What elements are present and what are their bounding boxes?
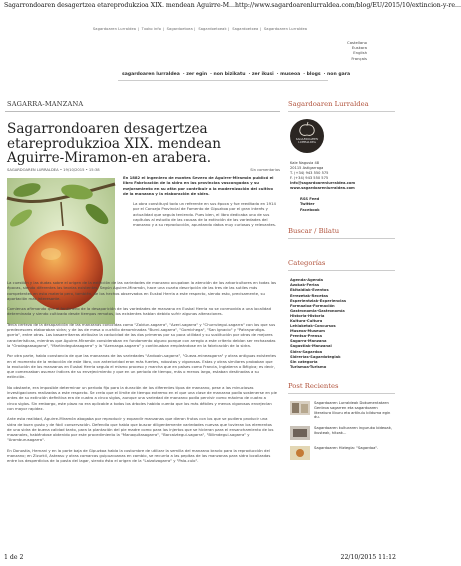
twitter-link[interactable]: Twitter [300, 202, 315, 207]
language-switcher [347, 40, 367, 61]
category-list [290, 278, 395, 370]
category-link[interactable]: Azokak-Ferias [290, 283, 320, 288]
category-link[interactable]: Agenda-Agenda [290, 278, 324, 283]
category-link[interactable]: Turismoa-Turismo [290, 364, 327, 369]
recent-posts-title: Post Recientes [288, 382, 395, 394]
topnav-link[interactable]: Sagardoaren Lurraldea [92, 27, 137, 31]
section-tag[interactable]: SAGARRA-MANZANA [5, 100, 280, 112]
nav-sagardoaren-lurraldea[interactable]: sagardoaren lurraldea [122, 72, 180, 77]
category-link[interactable]: Sagastiak-Manzanal [290, 344, 332, 349]
recent-post-title[interactable]: Sagardoaren Hiztegia: "Sagardoa". [314, 446, 379, 451]
recent-post[interactable] [290, 401, 395, 420]
post-paragraph: Ante esta realidad, Aguirre-Miramón abogaba por reproducir y expandir manzanas que dieran frutos con los que se pudiera producir una sidra de buen gusto y de fácil conservación. Defendía que había que buscar diligentemente variedades nuevas que tuvieran los elementos de una sidra de buena calidad tanto, para la plantación del pie madre como para los injertos que se hicieran para el ensanchamiento de los mazanales, habiéndose obtenido por este procedimiento la "Manaquitasagarra", "Barcaiztegui-sagarra", "Bilimdegui-sagarra" y "Aramburusagarra". [7, 416, 274, 443]
category-link[interactable]: Museoa-Museum [290, 329, 326, 334]
nav-museoa[interactable]: museoa [280, 72, 301, 77]
category-link[interactable]: Esperientziak-Experiencias [290, 298, 347, 303]
category-link[interactable]: Prentsa-Prensa [290, 334, 322, 339]
facebook-link[interactable]: Facebook [300, 207, 320, 212]
category-link[interactable]: Ekitaldiak-Eventos [290, 288, 329, 293]
address-line: Kale Nagusia 48 [290, 161, 320, 165]
post-paragraph: No obstante, era imposible determinar un período fijo para la duración de los diferentes tipos de manzano, pese a las minuciosas investigaciones realizadas a este respecto. Se creía que el límite de tiempo extremo en el que una clase de manzana podía sostenerse en pie antes de su extinción definitiva era de cuatro a cinco siglos, aunque una variedad de manzano podía pervivir como máximo de cuatro a cinco siglos. Sin embargo, este plazo no era aplicable a todos los árboles habida cuenta que los más débiles y menos vigorosos envejecían con mayor rapidez. [7, 384, 277, 411]
search-title: Buscar / Bilatu [288, 227, 395, 239]
sidebar-title: Sagardoaren Lurraldea [288, 100, 395, 112]
categories-title: Categorías [288, 259, 395, 271]
print-header [4, 2, 461, 12]
post-lead: En 1882 el ingeniero de montes Severo de Aguirre-Miramón publicó el libro Fabricación de la sidra en las provincias vascongadas y su mejoramiento en su afán por contribuir a la modernización del cultivo de la manzana y la elaboración de sidra. [123, 175, 274, 196]
post-paragraph: Por otra parte, había constancia de que las manzanas de las variedades "Andoain-sagarra", "Gueza-mineasgarra" y otras antiguas existentes en el momento de la redacción de este libro, con anterioridad eran más fuertes, robustas y vigorosas. Estas y otras similares probaban que la evolución de los manzanos en Euskal Herria seguía el mismo proceso y marcha que en países como Francia, Inglaterra o Bélgica; es decir, que comenzaban asumar índices de su envejecimiento y que en un periodo de tiempo, más o menos largo, estaban destinadas a su extinción. [7, 353, 277, 380]
email-link[interactable]: info@sagardoarenlurraldea.com [290, 181, 356, 185]
address-line: 20115 Astigarraga [290, 166, 324, 170]
topnav-link[interactable]: Txoko info [141, 27, 162, 31]
category-link[interactable]: Sidrerías-Sagardotegiak [290, 354, 341, 359]
category-link[interactable]: Gastronomia-Gastronomía [290, 308, 345, 313]
fax: F. (+34) 943 550 575 [290, 176, 329, 180]
post-paragraph: Tenía certeza de la desaparición de las manzanas conocidas como "Zaldun-sagarra", "Azeri-sagarra" y "Churrutegui-sagarra" con los que sus predecesores elaboraban sidra; y de las de mesa o cuchillo denominadas "Burni-sagarra", "Gomichega", "San Ignacio" y "Patrayandiga-gorria", entre otras. Los basaerritarras atribuían la caducidad de las dos primeras por su poca utilidad y su sustitución por otras de mejores características, mientras que Aguirre-Miramón consideraban en fundamento alguno porque con arreglo a este criterio debían ser rechazadas la "Orodagaasagarra", "Martindegutasagarra" y la "Azenzaga-sagarra" y continuaban empleándose en la fabricación de la sidra. [7, 321, 276, 348]
category-link[interactable]: Sagarra-Manzana [290, 339, 327, 344]
nav-zer-ikusi[interactable]: zer ikusi [251, 72, 274, 77]
website-link[interactable]: www.sagardoarenlurraldea.com [290, 186, 355, 190]
recent-post-title[interactable]: Sagardoaren kulturaren inguruko bideoak, ikusteak, hitzak... [314, 426, 392, 435]
main-content [5, 100, 280, 464]
nav-non-gara[interactable]: non gara [327, 72, 351, 77]
phone: T. (+34) 943 550 575 [290, 171, 329, 175]
apple-logo-icon [290, 119, 324, 153]
topnav-link[interactable]: Sagardoaren Lurraldea [263, 27, 308, 31]
recent-post-thumbnail [290, 401, 310, 415]
lang-english[interactable]: English [353, 50, 367, 56]
post-paragraph: La cuestión y las dudas sobre el origen de la extinción de las variedades de manzano ocupaban la atención de los arboricultores en todas las épocas, siendo diferentes las teorías existentes. Según Aguirre-Miramón, hace una cuarta descripción de las tres de las sutiles más competentes en esta materia pero, también, de los hechos observados en Euskal Herria a este respecto, siendo esto, precisamente, su aportación más interesante. [7, 280, 277, 301]
post-paragraph: La obra constituyó todo un referente en sus época y fue reeditada en 1914 por el Consejo Provincial de Fomento de Gipuzkoa por el gran interés y actualidad que seguía teniendo. Pues bien, el libro dedicaba uno de sus capítulos al estudio de las causas de la extinción de las variedades del manzano y a su reproducción, apuntando datos muy curiosos y relevantes. [133, 201, 277, 228]
recent-post-thumbnail [290, 446, 310, 460]
topnav-link[interactable]: Sagardoetxeak [198, 27, 227, 31]
category-link[interactable]: Sin categoría [290, 359, 318, 364]
post-meta: SAGARDOAREN LURRALDEA • 19/10/2015 • 15:38 [7, 167, 100, 172]
category-link[interactable]: Errezetak-Recetas [290, 293, 329, 298]
top-utility-nav: Sagardoaren Lurraldea | Txoko info | Sagardoetxea | Sagardoetxeak | Sagardoetxea | Sagardoaren Lurraldea [92, 27, 308, 31]
print-title: Sagarrondoaren desagertzea etareprodukzioa XIX. mendean Aguirre-M... [4, 2, 235, 9]
nav-divider [118, 80, 328, 81]
topnav-link[interactable]: Sagardoetxea [232, 27, 259, 31]
lang-euskara[interactable]: Euskara [351, 45, 367, 51]
post-body [7, 280, 277, 469]
category-link[interactable]: Lehiaketak-Concursos [290, 324, 336, 329]
category-link[interactable]: Formazioa-Formación [290, 303, 335, 308]
print-url: http://www.sagardoarenlurraldea.com/blog/EU/2015/10/extincion-y-re... [234, 2, 461, 9]
lang-francais[interactable]: Français [351, 55, 367, 61]
post-byline [7, 168, 280, 172]
post-title[interactable]: Sagarrondoaren desagertzea etareprodukzioa XIX. mendean Aguirre-Miramon-en arabera. [7, 121, 222, 166]
print-datetime: 22/10/2015 11:12 [340, 554, 396, 561]
recent-post-title[interactable]: Sagardoaren Lurraldeak Dokumentatzen Gentroa sagarren eta sagardoaren literatura liburu eta artikulu bilduma egin du. [314, 400, 391, 420]
category-link[interactable]: Sidra-Sagardoa [290, 349, 323, 354]
post-paragraph: En Donostia, Hernani y en la parte baja de Gipuzkoa había la costumbre de utilizar la semilla del manzano bravío para la reproducción del manzano; en Zizurkil, Asteasu y otras comarcas guipuzcoanas en cambio, se recurría a las pepitas de las manzanas para sidra localizadas entre los desperdicios de la pasta del lagar, siendo ésta el origen de la "Laizotzagarra" y "Pala-culo". [7, 447, 271, 464]
nav-non-bizikatu[interactable]: non bizikatu [213, 72, 246, 77]
rss-link[interactable]: RSS Feed [300, 197, 320, 201]
main-nav: sagardoaren lurraldea · zer egin · non bizikatu · zer ikusi · museoa · blogs · non gara [122, 72, 351, 77]
recent-post[interactable] [290, 446, 395, 460]
contact-address [290, 161, 395, 191]
category-link[interactable]: Historia-Historia [290, 313, 325, 318]
lang-castellano[interactable]: Castellano [347, 40, 367, 45]
category-link[interactable]: Kultura-Cultura [290, 318, 323, 323]
sidebar [288, 100, 395, 466]
recent-post[interactable] [290, 426, 395, 440]
intro-column [123, 175, 277, 233]
page-number: 1 de 2 [4, 554, 24, 561]
recent-post-thumbnail [290, 426, 310, 440]
post-paragraph: Comienza afirmando que el fenómeno de la desaparición de las variedades de manzano en Euskal Herria no se conmovida a una localidad determinada y siendo cultivado desde tiempos remotos, los existentes habían debido sufrir algunas alteraciones. [7, 306, 272, 317]
print-footer [4, 554, 396, 564]
nav-zer-egin[interactable]: zer egin [186, 72, 208, 77]
site-logo[interactable] [290, 119, 324, 153]
social-links [290, 197, 395, 213]
logo-text: SAGARDOAREN LURRALDEA [295, 137, 319, 145]
comments-link[interactable]: Sin comentarios [250, 167, 280, 172]
topnav-link[interactable]: Sagardoetxea [166, 27, 193, 31]
nav-blogs[interactable]: blogs [306, 72, 321, 77]
